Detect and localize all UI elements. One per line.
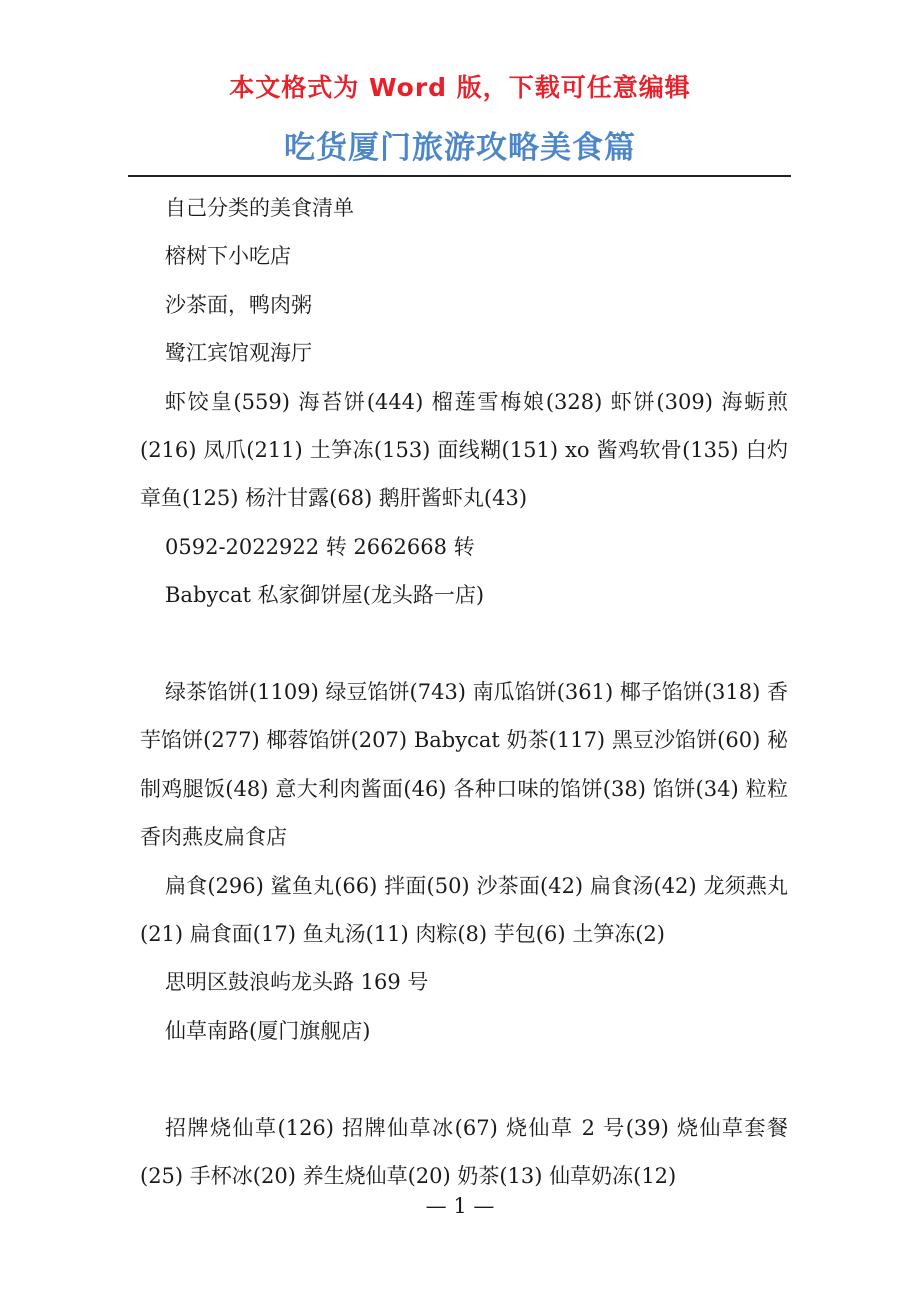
paragraph-dish-list: 招牌烧仙草(126) 招牌仙草冰(67) 烧仙草 2 号(39) 烧仙草套餐(25) 手杯冰(20) 养生烧仙草(20) 奶茶(13) 仙草奶冻(12) (140, 1115, 788, 1189)
paragraph-dish-list: 虾饺皇(559) 海苔饼(444) 榴莲雪梅娘(328) 虾饼(309) 海蛎煎(216) 凤爪(211) 土笋冻(153) 面线糊(151) xo 酱鸡软骨(135) 白灼章鱼(125) 杨汁甘露(68) 鹅肝酱虾丸(43) (140, 389, 788, 511)
paragraph-restaurant-name: 鹭江宾馆观海厅 (165, 341, 312, 366)
document-body (140, 184, 788, 1201)
paragraph-address: 思明区鼓浪屿龙头路 169 号 (165, 970, 429, 995)
paragraph-intro: 自己分类的美食清单 (165, 196, 354, 220)
header-divider (128, 175, 791, 177)
paragraph-dish-list: 扁食(296) 鲨鱼丸(66) 拌面(50) 沙茶面(42) 扁食汤(42) 龙须燕丸(21) 扁食面(17) 鱼丸汤(11) 肉粽(8) 芋包(6) 土笋冻(2) (140, 873, 788, 947)
paragraph-phone: 0592-2022922 转 2662668 转 (165, 534, 475, 559)
paragraph-dish-list: 绿茶馅饼(1109) 绿豆馅饼(743) 南瓜馅饼(361) 椰子馅饼(318) 香芋馅饼(277) 椰蓉馅饼(207) Babycat 奶茶(117) 黑豆沙馅饼(60) 秘制鸡腿饭(48) 意大利肉酱面(46) 各种口味的馅饼(38) 馅饼(34) 粒粒香肉燕皮扁食店 (140, 680, 788, 850)
paragraph-restaurant-name: 仙草南路(厦门旗舰店) (165, 1018, 371, 1043)
blank-line (140, 1055, 788, 1103)
page-number: — 1 — (425, 1194, 495, 1218)
paragraph-restaurant-name: 榕树下小吃店 (165, 244, 291, 269)
paragraph-restaurant-name: Babycat 私家御饼屋(龙头路一店) (165, 583, 485, 608)
format-notice-banner: 本文格式为 Word 版，下载可任意编辑 (229, 73, 691, 102)
paragraph-dishes: 沙茶面，鸭肉粥 (165, 292, 312, 317)
document-title: 吃货厦门旅游攻略美食篇 (284, 130, 636, 166)
blank-line (140, 620, 788, 668)
